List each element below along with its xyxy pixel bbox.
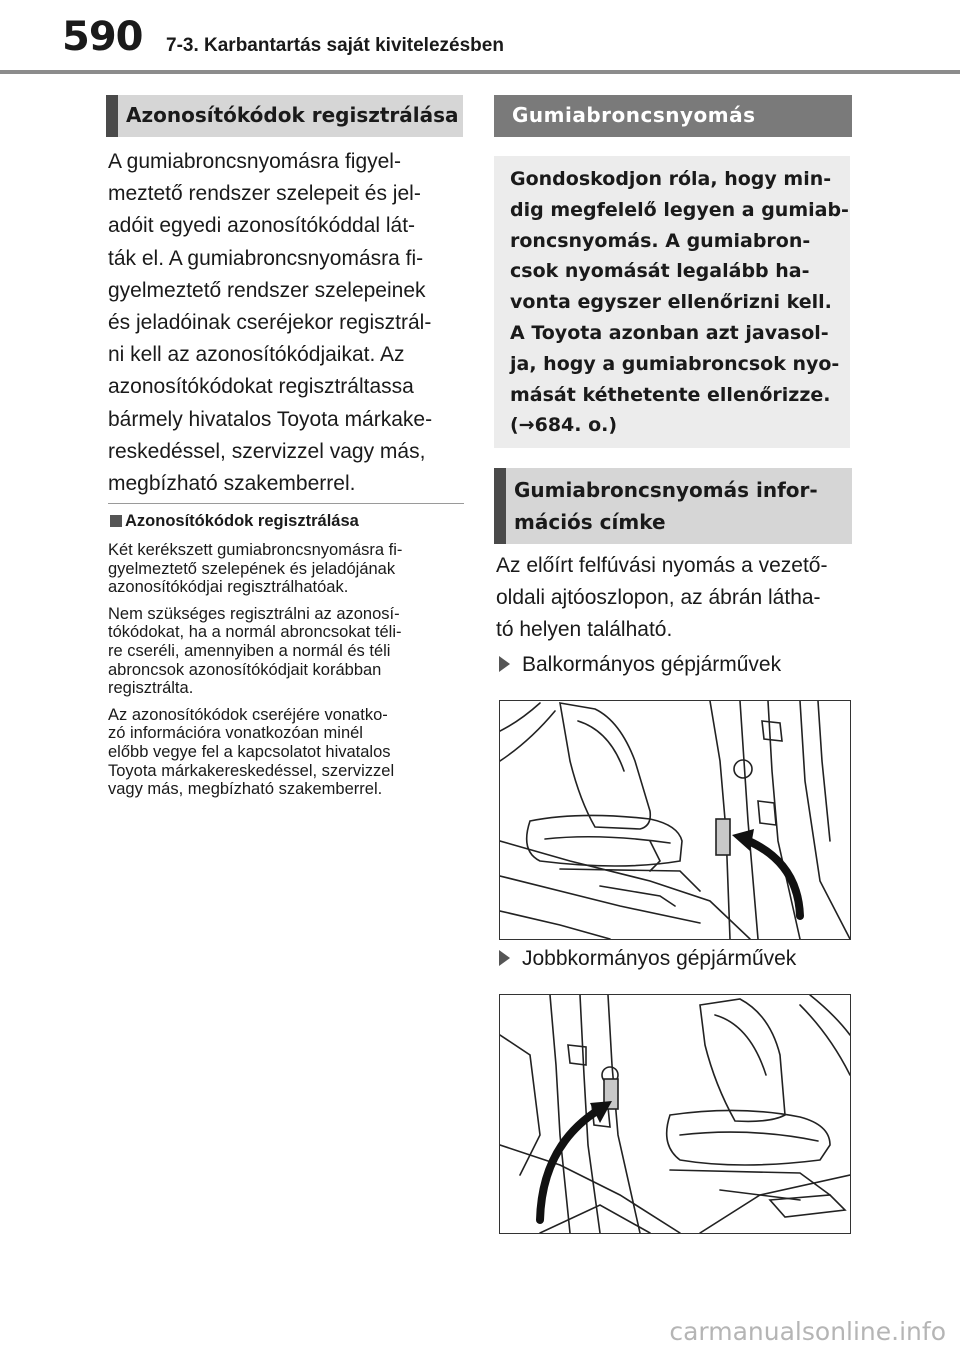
note-line: azonosítókódjai regisztrálhatóak.	[108, 578, 349, 597]
bullet-text: Balkormányos gépjárművek	[522, 653, 782, 676]
section-heading-id-codes	[106, 95, 463, 137]
note-line: Két kerékszett gumiabroncsnyomásra fi-	[108, 541, 403, 559]
heading-line: mációs címke	[514, 510, 666, 534]
callout-line: ja, hogy a gumiabroncsok nyo-	[510, 352, 840, 375]
square-bullet-icon	[110, 515, 122, 527]
bullet-lhd	[499, 653, 781, 677]
callout-line: A Toyota azonban azt javasol-	[510, 321, 829, 344]
note-line: vagy más, megbízható szakemberrel.	[108, 780, 383, 799]
note-line: regisztrálta.	[108, 679, 194, 698]
paragraph-line: és jeladóinak cseréjekor regisztrál-	[108, 311, 432, 335]
note-line: abroncsok azonosítókódjait korábban	[108, 660, 382, 679]
paragraph-line: reskedéssel, szervizzel vagy más,	[108, 439, 426, 463]
section-heading-tire-pressure	[494, 95, 852, 137]
bullet-text: Jobbkormányos gépjárművek	[522, 947, 797, 970]
note-line: Nem szükséges regisztrálni az azonosí-	[108, 604, 400, 623]
paragraph-line: Az előírt felfúvási nyomás a vezető-	[496, 554, 828, 577]
subsection-divider	[108, 503, 464, 504]
tire-pressure-callout	[494, 156, 850, 448]
label-location-paragraph	[496, 550, 856, 647]
callout-line: roncsnyomás. A gumiabron-	[510, 229, 811, 252]
note-line: Az azonosítókódok cseréjére vonatko-	[108, 705, 388, 724]
note-line: előbb vegye fel a kapcsolatot hivatalos	[108, 742, 391, 761]
paragraph-line: tó helyen található.	[496, 618, 673, 642]
page-header	[0, 0, 960, 80]
watermark: carmanualsonline.info	[669, 1317, 946, 1346]
section-heading-text	[514, 474, 818, 538]
triangle-bullet-icon	[499, 656, 510, 672]
callout-line: mását kéthetente ellenőrizze.	[510, 383, 831, 406]
note-line: tókódokat, ha a normál abroncsokat téli-	[108, 623, 402, 642]
note-paragraph	[108, 605, 470, 698]
triangle-bullet-icon	[499, 950, 510, 966]
id-codes-paragraph	[108, 146, 468, 500]
callout-line: dig megfelelő legyen a gumiab-	[510, 198, 849, 221]
callout-line: Gondoskodjon róla, hogy min-	[510, 168, 832, 190]
bullet-rhd	[499, 947, 796, 971]
callout-line: vonta egyszer ellenőrizni kell.	[510, 291, 832, 314]
chapter-title: 7-3. Karbantartás saját kivitelezésben	[166, 35, 504, 56]
note-line: Toyota márkakereskedéssel, szervizzel	[108, 761, 395, 780]
paragraph-line: azonosítókódokat regisztráltassa	[108, 375, 414, 399]
heading-accent-bar	[106, 95, 118, 137]
section-heading-text: Azonosítókódok regisztrálása	[126, 103, 459, 127]
note-line: re cseréli, amennyiben a normál és téli	[108, 641, 391, 660]
paragraph-line: A gumiabroncsnyomásra figyel-	[108, 150, 401, 173]
callout-line: csok nyomását legalább ha-	[510, 260, 810, 283]
subsection-heading-text: Azonosítókódok regisztrálása	[125, 512, 359, 530]
paragraph-line: ták el. A gumiabroncsnyomásra fi-	[108, 246, 424, 270]
heading-accent-bar	[494, 468, 506, 544]
paragraph-line: meztető rendszer szelepeit és jel-	[108, 182, 421, 206]
page-number: 590	[62, 14, 143, 60]
note-line: zó információra vonatkozóan minél	[108, 724, 363, 743]
header-divider	[0, 70, 960, 74]
note-line: gyelmeztető szelepének és jeladójának	[108, 559, 396, 578]
paragraph-line: adóit egyedi azonosítókóddal lát-	[108, 214, 416, 238]
section-heading-text: Gumiabroncsnyomás	[512, 103, 756, 127]
paragraph-line: ni kell az azonosítókódjaikat. Az	[108, 343, 405, 367]
note-paragraph	[108, 541, 470, 597]
paragraph-line: bármely hivatalos Toyota márkake-	[108, 407, 433, 431]
heading-line: Gumiabroncsnyomás infor-	[514, 478, 818, 502]
car-seat-pillar-drawing	[500, 701, 850, 939]
car-seat-pillar-drawing	[500, 995, 850, 1233]
illustration-rhd-door-pillar-label	[499, 994, 851, 1234]
paragraph-line: gyelmeztető rendszer szelepeinek	[108, 278, 426, 302]
paragraph-line: megbízható szakemberrel.	[108, 472, 356, 496]
callout-line: (→684. o.)	[510, 414, 618, 437]
illustration-lhd-door-pillar-label	[499, 700, 851, 940]
paragraph-line: oldali ajtóoszlopon, az ábrán látha-	[496, 586, 821, 610]
section-heading-label	[494, 468, 852, 544]
id-codes-notes	[108, 541, 470, 807]
subsection-heading	[110, 512, 470, 531]
note-paragraph	[108, 706, 470, 799]
